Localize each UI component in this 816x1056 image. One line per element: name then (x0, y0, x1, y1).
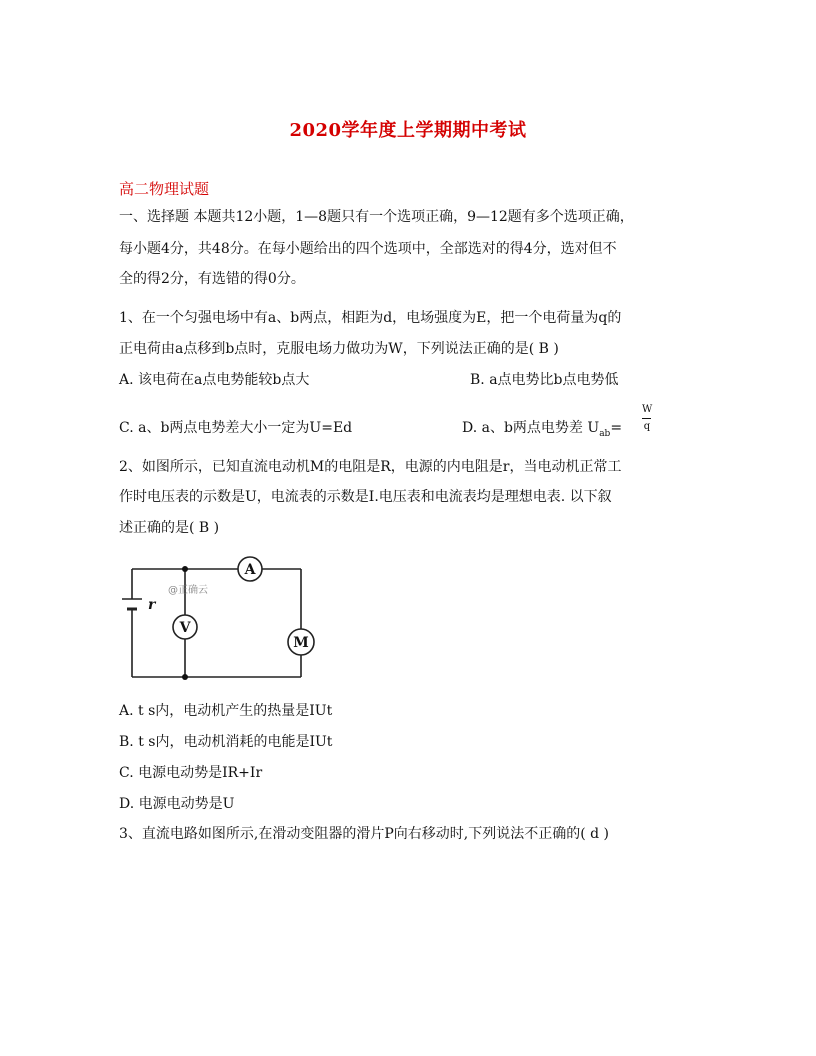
battery-icon (122, 599, 142, 609)
fraction-denominator: q (643, 421, 651, 432)
question-1-option-a: A. 该电荷在a点电势能较b点大 (119, 372, 310, 388)
question-1-option-c: C. a、b两点电势差大小一定为U=Ed (119, 420, 353, 436)
motor-icon (288, 629, 314, 655)
fraction-w-over-q (642, 404, 652, 432)
option-d-equals: = (610, 420, 623, 436)
internal-resistance-label: r (148, 597, 156, 613)
svg-text:A: A (244, 562, 256, 578)
fraction-bar (642, 418, 651, 419)
subject-heading: 高二物理试题 (119, 180, 210, 198)
question-1-stem: 正电荷由a点移到b点时，克服电场力做功为W，下列说法正确的是( B ) (119, 341, 559, 357)
question-2-option: B. t s内，电动机消耗的电能是IUt (119, 734, 333, 750)
svg-text:M: M (293, 635, 309, 651)
voltmeter-icon (173, 615, 197, 639)
svg-text:V: V (179, 620, 191, 636)
option-d-prefix: D. a、b两点电势差 U (462, 420, 600, 436)
fraction-numerator: W (642, 404, 653, 415)
circuit-diagram (120, 553, 320, 683)
question-2-option: A. t s内，电动机产生的热量是IUt (119, 703, 333, 719)
question-3-stem: 3、直流电路如图所示,在滑动变阻器的滑片P向右移动时,下列说法不正确的( d ) (119, 826, 610, 842)
option-d-subscript: ab (599, 428, 611, 439)
question-2-stem: 作时电压表的示数是U，电流表的示数是I.电压表和电流表均是理想电表. 以下叙 (119, 489, 612, 505)
page-title: 2020学年度上学期期中考试 (289, 120, 527, 141)
junction-dot (182, 566, 188, 572)
question-2-option: D. 电源电动势是U (119, 796, 235, 812)
ammeter-icon (238, 557, 262, 581)
question-2-stem: 述正确的是( B ) (119, 520, 220, 536)
question-2-option: C. 电源电动势是IR+Ir (119, 765, 263, 781)
section-intro-line: 全的得2分，有选错的得0分。 (119, 271, 305, 287)
question-1-option-d (462, 417, 622, 439)
junction-dot (182, 674, 188, 680)
section-intro-line: 每小题4分，共48分。在每小题给出的四个选项中，全部选对的得4分，选对但不 (119, 241, 617, 257)
watermark: @正确云 (168, 585, 208, 596)
question-1-option-b: B. a点电势比b点电势低 (470, 372, 619, 388)
question-2-stem: 2、如图所示，已知直流电动机M的电阻是R，电源的内电阻是r，当电动机正常工 (119, 459, 622, 475)
question-1-stem: 1、在一个匀强电场中有a、b两点，相距为d，电场强度为E，把一个电荷量为q的 (119, 310, 622, 326)
section-intro-line: 一、选择题 本题共12小题，1—8题只有一个选项正确，9—12题有多个选项正确， (119, 209, 634, 225)
